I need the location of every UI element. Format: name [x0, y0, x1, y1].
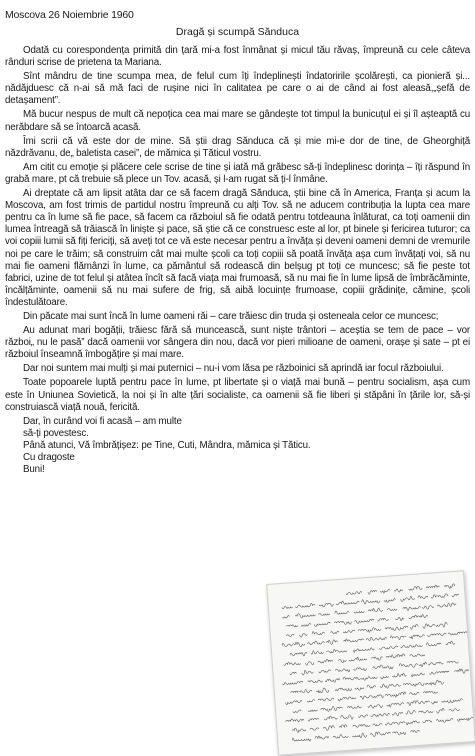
handwriting-stroke: [290, 672, 297, 675]
handwriting-stroke: [395, 617, 404, 621]
paragraph: Din păcate mai sunt încă în lume oameni răi – care trăiesc din truda și osteneala celor ce muncesc;: [23, 310, 439, 322]
paragraph: Au adunat mari bogății, trăiesc fără să muncească, sunt niște trântori – aceștia se tem de pace – vor război„ nu le pasă” dacă oamenii vor sângera din nou, dacă vor pieri milioane de oameni, orașe și sate – pt ei războiul înseamnă îmbogățire și mai mare.: [5, 325, 470, 361]
handwriting-stroke: [352, 733, 367, 738]
handwriting-stroke: [286, 634, 294, 637]
handwriting-stroke: [384, 599, 396, 603]
closing-line: Buni!: [23, 464, 45, 476]
handwriting-stroke: [286, 624, 298, 627]
handwriting-stroke: [373, 664, 394, 670]
handwriting-stroke: [308, 710, 318, 712]
handwriting-stroke: [406, 721, 420, 725]
handwriting-stroke: [355, 688, 364, 691]
handwriting-stroke: [437, 603, 456, 608]
handwriting-stroke: [409, 614, 428, 619]
handwriting-stroke: [392, 731, 405, 735]
handwriting-stroke: [283, 681, 304, 685]
handwriting-stroke: [285, 718, 304, 723]
handwriting-stroke: [335, 668, 350, 672]
handwriting-stroke: [347, 706, 362, 709]
handwriting-stroke: [425, 680, 444, 686]
handwriting-stroke: [282, 606, 293, 609]
handwriting-stroke: [343, 676, 361, 681]
handwriting-stroke: [338, 697, 356, 702]
handwriting-stroke: [367, 684, 376, 688]
handwriting-stroke: [418, 595, 429, 599]
handwriting-stroke: [401, 644, 423, 648]
handwriting-stroke: [282, 642, 305, 648]
handwriting-stroke: [343, 630, 355, 633]
handwriting-stroke: [319, 603, 333, 607]
handwriting-stroke: [446, 641, 455, 645]
handwriting-stroke: [301, 623, 311, 626]
closing-line: Cu dragoste: [23, 452, 75, 463]
handwriting-stroke: [292, 737, 311, 743]
handwriting-stroke: [368, 704, 383, 708]
handwriting-stroke: [334, 621, 351, 626]
handwriting-stroke: [315, 735, 329, 739]
handwriting-stroke: [346, 591, 362, 594]
handwriting-stroke: [335, 687, 352, 692]
handwriting-stroke: [448, 632, 467, 636]
handwriting-stroke: [408, 586, 422, 590]
handwriting-stroke: [387, 703, 404, 708]
paragraph: Dar noi suntem mai mulți și mai puternici – nu-i vom lăsa pe războinici să aprindă iar focul războiului.: [23, 363, 444, 375]
handwriting-stroke: [358, 715, 368, 718]
handwriting-stroke: [380, 589, 390, 593]
handwriting-stroke: [409, 692, 419, 695]
handwriting-stroke: [326, 640, 337, 645]
handwriting-stroke: [320, 706, 342, 712]
handwriting-stroke: [410, 624, 418, 629]
handwriting-stroke: [385, 626, 408, 631]
handwriting-stroke: [436, 622, 448, 627]
handwriting-stroke: [449, 708, 460, 711]
handwriting-stroke: [444, 584, 455, 589]
handwriting-stroke: [378, 618, 389, 621]
handwriting-stroke: [436, 718, 453, 722]
handwriting-stroke: [358, 627, 381, 633]
handwriting-stroke: [318, 659, 333, 663]
handwriting-stroke: [349, 657, 367, 662]
handwriting-stroke: [399, 662, 418, 668]
handwriting-stroke: [409, 635, 424, 639]
handwriting-stroke: [331, 631, 339, 634]
paragraph: Toate popoarele luptă pentru pace în lume, pt libertate și o viață mai bună – pentru socialism, așa cum este în Uniunea Sovietică, la noi și în alte țări socialiste, ca oamenii să fie liberi și stăpâni în țările lor, să-și construiască viață nouă, fericită.: [5, 377, 470, 413]
handwriting-stroke: [385, 692, 406, 698]
handwriting-stroke: [403, 682, 424, 687]
handwriting-stroke: [290, 652, 307, 657]
handwriting-stroke: [311, 650, 324, 654]
handwriting-stroke: [400, 596, 415, 601]
handwriting-stroke: [386, 654, 405, 659]
handwriting-stroke: [282, 615, 289, 618]
handwriting-stroke: [324, 716, 337, 720]
handwriting-stroke: [380, 683, 401, 689]
handwriting-stroke: [353, 667, 366, 671]
handwriting-stroke: [291, 689, 313, 694]
handwriting-stroke: [457, 717, 474, 722]
handwriting-stroke: [452, 594, 459, 597]
handwriting-stroke: [427, 633, 446, 637]
handwriting-stroke: [340, 715, 353, 720]
handwriting-stroke: [305, 661, 314, 665]
handwriting-stroke: [411, 673, 425, 677]
handwriting-stroke: [454, 668, 469, 673]
handwriting-stroke: [325, 679, 340, 683]
handwriting-stroke: [422, 720, 432, 723]
handwriting-stroke: [295, 603, 315, 608]
handwriting-stroke: [343, 638, 363, 643]
handwriting-stroke: [436, 708, 444, 713]
handwriting-stroke: [312, 631, 325, 635]
handwriting-stroke: [385, 722, 405, 726]
handwriting-stroke: [426, 585, 439, 588]
handwriting-stroke: [423, 623, 436, 628]
handwriting-stroke: [307, 699, 315, 702]
handwriting-stroke: [368, 608, 383, 612]
handwriting-stroke: [302, 670, 314, 675]
handwriting-stroke: [422, 605, 434, 609]
handwriting-stroke: [390, 635, 406, 641]
closing-line: să-ți povestesc.: [23, 427, 89, 439]
letter-dateline: Moscova 26 Noiembrie 1960: [5, 9, 134, 21]
handwriting-stroke: [366, 636, 387, 641]
handwriting-stroke: [284, 661, 301, 666]
handwriting-stroke: [354, 619, 374, 624]
handwriting-stroke: [379, 646, 398, 649]
paragraph: Sînt mândru de tine scumpa mea, de felul cum îți îndeplinești îndatoririle școlărești, ca pionieră și... nădăjduesc că n-ai să mă faci de rușine nici în calitatea pe care o ai de când ai fost aleasă,„șefă de detașament”.: [5, 71, 470, 107]
handwriting-stroke: [339, 725, 347, 728]
handwriting-stroke: [419, 662, 427, 667]
handwriting-stroke: [431, 701, 437, 704]
handwriting-stroke: [442, 699, 463, 704]
paragraph: Mă bucur nespus de mult că nepoțica cea mai mare se gândește tot timpul la bunicuțul ei și îl așteaptă cu nerăbdare să se întoarcă acasă.: [5, 109, 470, 133]
handwriting-stroke: [292, 727, 306, 732]
closing-line: Până atunci, Vă îmbrățișez: pe Tine, Cuti, Mândra, mămica și Tăticu.: [23, 439, 311, 451]
handwriting-stroke: [314, 622, 330, 626]
handwriting-stroke: [370, 731, 391, 737]
paragraph: Îmi scrii că vă este dor de mine. Să știi drag Sănduca că și mie mi-e dor de tine, de Gheorghiță năzdrăvanu, de„ baletista casei”, de mămica și Tăticul vostru.: [5, 135, 470, 159]
handwriting-stroke: [319, 670, 331, 673]
handwriting-stroke: [323, 725, 335, 730]
handwriting-stroke: [361, 676, 377, 680]
handwriting-stroke: [293, 710, 302, 713]
handwriting-stroke: [371, 713, 390, 717]
handwriting-stroke: [362, 599, 380, 605]
handwriting-stroke: [316, 688, 329, 693]
handwriting-stroke: [381, 676, 389, 679]
handwriting-stroke: [410, 730, 419, 733]
paragraph: Odată cu corespondența primită din țară mi-a fost înmânat și micul tău răvaș, împreună cu cele câteva rânduri scrise de prietena ta Mariana.: [5, 45, 470, 69]
handwriting-stroke: [426, 642, 441, 646]
handwriting-stroke: [295, 613, 315, 619]
handwriting-stroke: [318, 698, 334, 701]
handwriting-stroke: [387, 608, 397, 611]
handwriting-stroke: [407, 700, 430, 706]
handwriting-stroke: [431, 594, 448, 599]
handwriting-stroke: [333, 734, 348, 738]
handwriting-scribble-image: [267, 571, 474, 754]
paragraph: Ai dreptate că am lipsit atâta dar ce să facem dragă Sănduca, știi bine că în America, Franța și acum la Moscova, am fost trimis de partidul nostru împreună cu alți Tov. să ne aducem contribuția la lupta cea mare pentru ca în lume să fie pace, să facem ca războiul să fie odată pentru totdeauna înlăturat, ca toți oamenii din lumea întreagă să trăiască în liniște și pace, să știe că ce construesc este al lor, pt binele și fericirea tuturor; ca voi copiii lumii să fiți fericiți, să aveți tot ce vă este necesar pentru a învăța și deveni oameni demni de vremurile noi pe care le trăim; să construim cât mai multe școli ca toți copiii să poată învăța așa cum învățați voi, să nu mai fie oameni flămânzi în lume, ca pământul să rodească din belșug pt toți ce muncesc; să fie peste tot fabrici, uzine de tot felul și atâtea încît să facă viața mai frumoasă, să nu mai fie în lume lipsă de îmbrăcăminte, încălțăminte, oamenii să nu mai sufere de frig, să aibă locuințe frumoase, copiii grădinițe, cămine, școli îndestulătoare.: [5, 188, 470, 308]
letter-salutation: Dragă și scumpă Sănduca: [175, 26, 300, 38]
closing-line: Dar, în curând voi fi acasă – am multe: [23, 415, 182, 427]
handwriting-stroke: [310, 728, 319, 731]
handwriting-stroke: [428, 662, 443, 665]
handwriting-stroke: [423, 691, 438, 694]
handwriting-stroke: [326, 648, 347, 653]
paragraph: Am citit cu emoție și plăcere cele scrise de tine și iată mă grăbesc să-ți îndeplinesc dorința – îți răspund în grabă mare, pt că trebuie să plece un Tov. acasă, și l-am rugat să ți-l înmâne.: [5, 161, 470, 185]
handwriting-stroke: [318, 613, 329, 616]
handwriting-stroke: [299, 633, 307, 637]
handwriting-stroke: [368, 590, 377, 594]
handwriting-stroke: [360, 695, 383, 700]
handwriting-stroke: [392, 673, 406, 677]
handwriting-stroke: [335, 610, 350, 614]
handwriting-stroke: [336, 600, 359, 605]
handwriting-stroke: [308, 718, 319, 721]
handwriting-stroke: [353, 648, 374, 653]
handwriting-stroke: [338, 659, 346, 663]
handwritten-letter-photo: [266, 570, 475, 755]
handwriting-stroke: [285, 700, 302, 704]
handwriting-stroke: [392, 712, 403, 716]
handwriting-stroke: [418, 710, 433, 713]
letter-body: [5, 45, 470, 476]
handwriting-stroke: [447, 661, 459, 664]
handwriting-stroke: [307, 640, 324, 645]
handwriting-stroke: [403, 606, 421, 611]
handwriting-stroke: [353, 724, 370, 727]
handwriting-stroke: [410, 654, 425, 657]
handwriting-stroke: [394, 589, 403, 593]
handwriting-stroke: [373, 723, 383, 726]
handwriting-stroke: [371, 657, 382, 661]
handwriting-stroke: [406, 710, 416, 714]
handwriting-stroke: [308, 680, 323, 683]
handwriting-stroke: [354, 611, 364, 613]
handwriting-stroke: [429, 671, 449, 675]
